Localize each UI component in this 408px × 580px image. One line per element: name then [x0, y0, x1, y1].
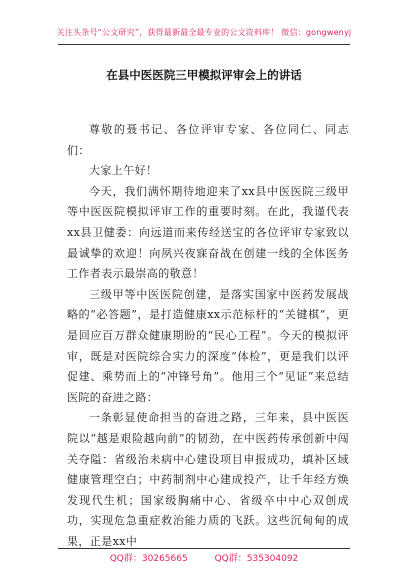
page-header [0, 0, 408, 38]
footer-qq-group-2: QQ群：535304092 [214, 554, 299, 564]
body-paragraph: 今天，我们满怀期待地迎来了xx县中医医院三级甲等中医医院模拟评审工作的重要时刻。在此，我谨代表xx县卫健委：向远道而来传经送宝的各位评审专家致以最诚挚的欢迎！向夙兴夜寐奋战在创建一线的全体医务工作者表示最崇高的敬意！ [67, 184, 349, 281]
greeting-paragraph: 大家上午好！ [89, 164, 158, 178]
body-paragraph: 三级甲等中医医院创建，是落实国家中医药发展战略的“必答题”，是打造健康xx示范标杆的“关键棋”，更是回应百万群众健康期盼的“民心工程”。今天的模拟评审，既是对医院综合实力的深度“体检”，更是我们以评促建、乘势而上的“冲锋号角”。他用三个“见证”来总结医院的奋进之路： [67, 287, 349, 404]
page-footer [0, 551, 408, 564]
document-title: 在县中医医院三甲模拟评审会上的讲话 [106, 68, 302, 82]
footer-qq-group-1: QQ群：30265665 [109, 554, 188, 564]
document-body [67, 120, 349, 552]
salutation-paragraph: 尊敬的聂书记、各位评审专家、各位同仁、同志们： [67, 123, 349, 157]
header-promo-text: 关注头条号“公文研究”，获得最新最全最专业的公文资料库！ 微信：gongwenyj [56, 28, 352, 37]
header-divider [58, 44, 350, 45]
footer-divider [58, 548, 350, 549]
body-paragraph: 一条彰显使命担当的奋进之路，三年来，县中医医院以“越是艰险越向前”的韧劲，在中医药传承创新中闯关夺隘：省级治未病中心建设项目申报成功，填补区域健康管理空白；中药制剂中心建成投产，让千年经方焕发现代生机；国家级胸痛中心、省级卒中中心双创成功，实现危急重症救治能力质的飞跃。这些沉甸甸的成果，正是xx中 [67, 411, 349, 548]
